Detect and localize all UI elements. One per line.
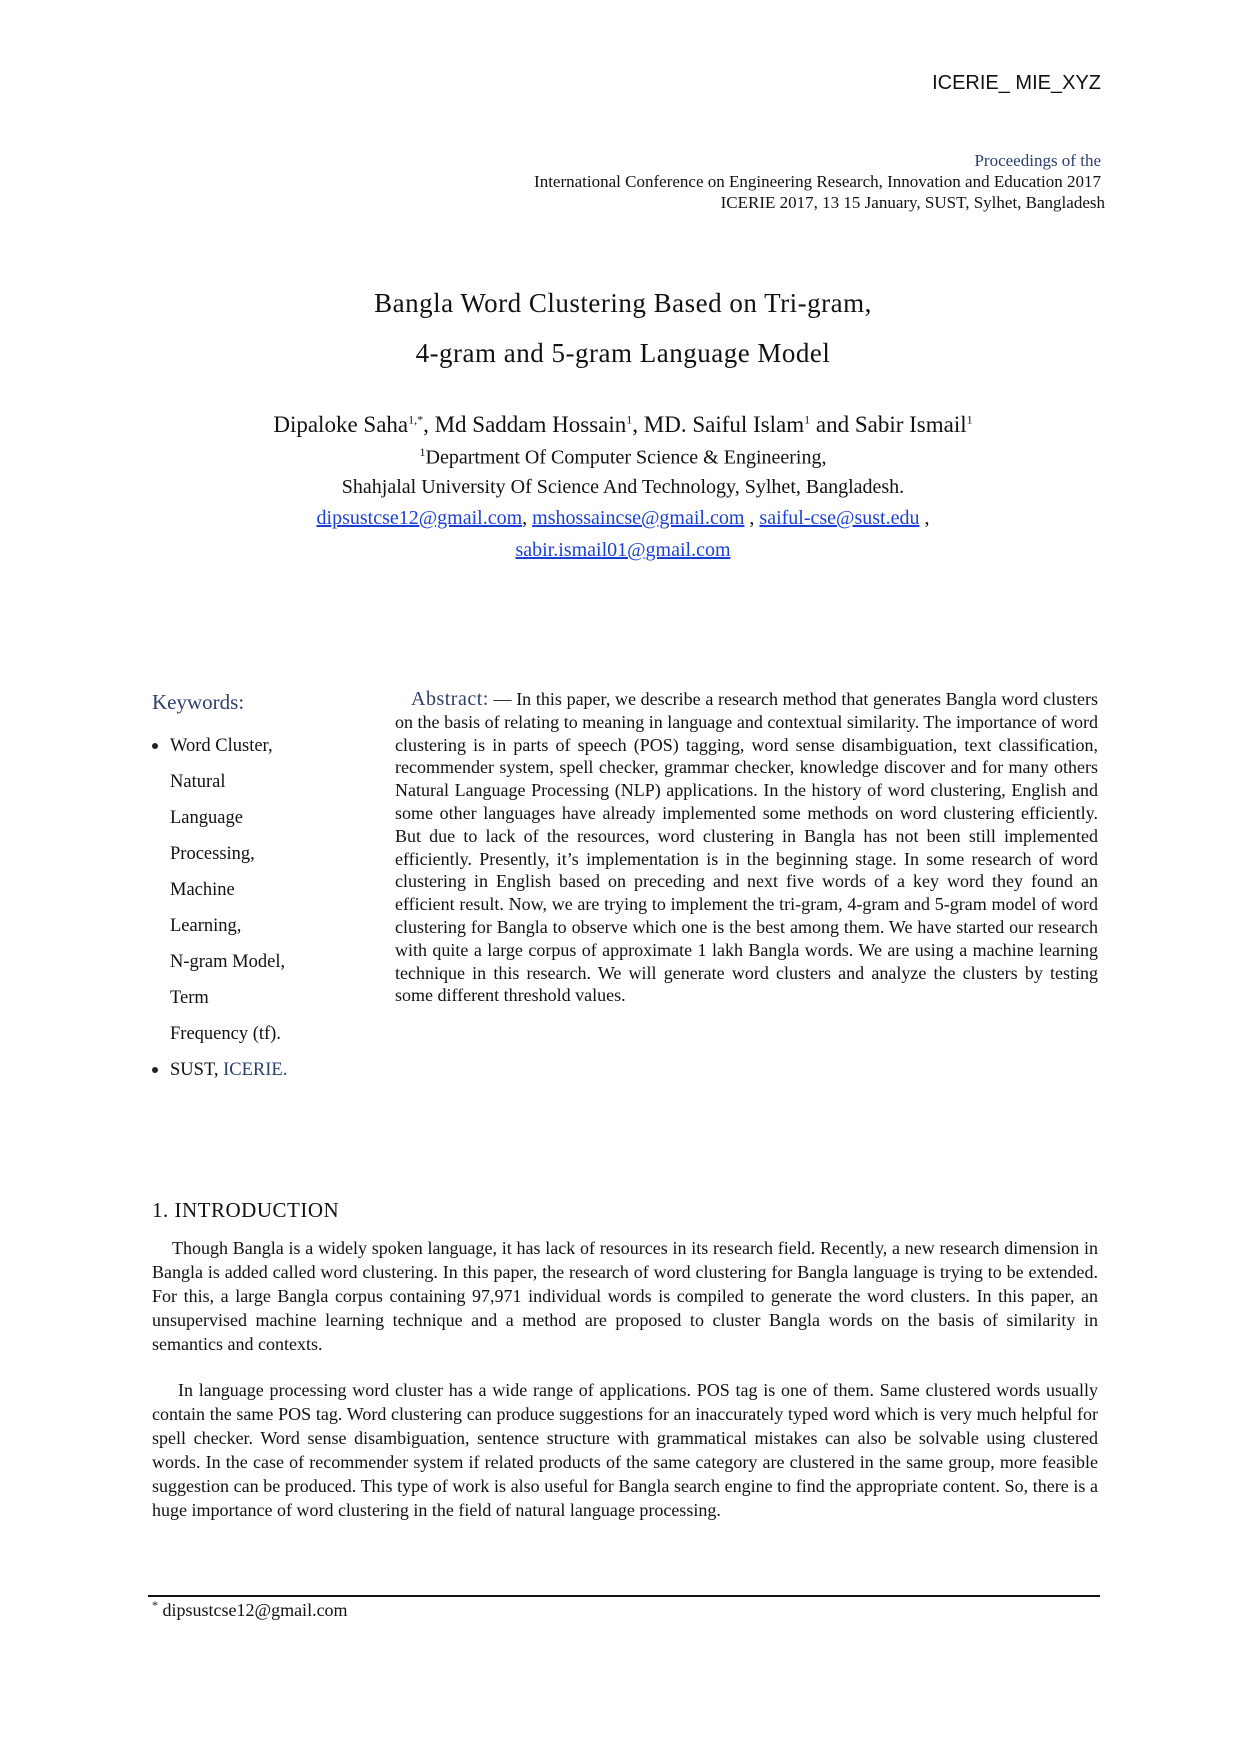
keyword: N-gram Model, <box>170 952 286 972</box>
author-sup: 1,* <box>408 412 424 427</box>
conference-dates: ICERIE 2017, 13 15 January, SUST, Sylhet, Bangladesh <box>720 193 1105 212</box>
title-line-2: 4-gram and 5-gram Language Model <box>415 338 831 368</box>
email-link[interactable]: dipsustcse12@gmail.com <box>316 507 523 529</box>
title-line-1: Bangla Word Clustering Based on Tri-gram, <box>374 288 872 318</box>
affiliation-univ: Shahjalal University Of Science And Technology, Sylhet, Bangladesh. <box>341 476 905 498</box>
keyword: Learning, <box>170 916 242 936</box>
keyword: Frequency (tf). <box>170 1024 281 1044</box>
keywords-list <box>152 728 352 1088</box>
affiliation-dept <box>0 445 1241 470</box>
proceedings-label: Proceedings of the <box>974 151 1101 170</box>
email-link[interactable]: saiful-cse@sust.edu <box>759 507 920 529</box>
intro-paragraph-2: In language processing word cluster has a wide range of applications. POS tag is one of them. Same clustered words usually contain the same POS tag. Word clustering can produce suggestions for an inaccurately typed word which is very much helpful for spell checker. Word sense disambiguation, sentence structure with grammatical mistakes can also be solvable using clustered words. In the case of recommender system if related products of the same category are clustered in the same group, more feasible suggestion can be produced. This type of work is also useful for Bangla search engine to find the appropriate content. So, there is a huge importance of word clustering in the field of natural language processing. <box>152 1380 1098 1520</box>
conference-name: International Conference on Engineering Research, Innovation and Education 2017 <box>534 172 1101 191</box>
author: Dipaloke Saha <box>273 412 409 437</box>
author: and Sabir Ismail <box>810 412 967 437</box>
footnote <box>152 1598 348 1621</box>
author-sup: 1 <box>966 412 973 427</box>
email-link[interactable]: mshossaincse@gmail.com <box>532 507 745 529</box>
author: , MD. Saiful Islam <box>632 412 805 437</box>
authors <box>0 412 1241 438</box>
author-sup: 1 <box>626 412 633 427</box>
footnote-sup: * <box>152 1598 158 1612</box>
author-sup: 1 <box>804 412 811 427</box>
keyword <box>152 1052 352 1088</box>
emails-line-1: dipsustcse12@gmail.com, mshossaincse@gmail.com , saiful-cse@sust.edu , <box>316 507 930 529</box>
emails-line-2 <box>0 539 1241 562</box>
footnote-text: dipsustcse12@gmail.com <box>162 1600 348 1620</box>
paper-code: ICERIE_ MIE_XYZ <box>932 72 1101 94</box>
proceedings-header <box>534 150 1105 213</box>
abstract-text: — In this paper, we describe a research method that generates Bangla word clusters on the basis of relating to meaning in language and contextual similarity. The importance of word clustering is in parts of speech (POS) tagging, word sense disambiguation, text classification, recommender system, spell checker, grammar checker, knowledge discover and for many others Natural Language Processing (NLP) applications. In the history of word clustering, English and some other languages have already implemented some methods on word clustering efficiently. But due to lack of the resources, word clustering in Bangla has not been still implemented efficiently. Presently, it’s implementation is in the beginning stage. In some research of word clustering in English based on preceding and next five words of a key word they found an efficient result. Now, we are trying to implement the tri-gram, 4-gram and 5-gram model of word clustering for Bangla to observe which one is the best among them. We have started our research with quite a large corpus of approximate 1 lakh Bangla words. We are using a machine learning technique in this research. We will generate word clusters and analyze the clusters by testing some different threshold values. <box>395 689 1098 1006</box>
keyword: Machine <box>170 880 235 900</box>
author: , Md Saddam Hossain <box>423 412 627 437</box>
abstract <box>395 688 1098 1007</box>
dept: Department Of Computer Science & Engineering, <box>425 446 827 469</box>
abstract-label: Abstract: <box>411 688 489 710</box>
section-heading: 1. INTRODUCTION <box>152 1198 340 1222</box>
keyword: Word Cluster, <box>152 728 352 764</box>
footnote-rule <box>148 1595 1100 1597</box>
keyword: Natural <box>170 772 226 792</box>
kw-sust: SUST, <box>170 1060 219 1080</box>
email-link[interactable]: sabir.ismail01@gmail.com <box>515 539 731 561</box>
kw-icerie: ICERIE. <box>218 1060 288 1080</box>
intro-paragraph-1: Though Bangla is a widely spoken language, it has lack of resources in its research field. Recently, a new research dimension in Bangla is added called word clustering. In this paper, the research of word clustering for Bangla language is trying to be extended. For this, a large Bangla corpus containing 97,971 individual words is compiled to generate the word clusters. In this paper, an unsupervised machine learning technique and a method are proposed to cluster Bangla words on the basis of similarity in semantics and contexts. <box>152 1238 1098 1354</box>
keywords-label: Keywords: <box>152 690 245 714</box>
aff-sup: 1 <box>419 445 426 459</box>
keyword: Processing, <box>170 844 255 864</box>
keyword: Term <box>170 988 209 1008</box>
keyword: Language <box>170 808 243 828</box>
